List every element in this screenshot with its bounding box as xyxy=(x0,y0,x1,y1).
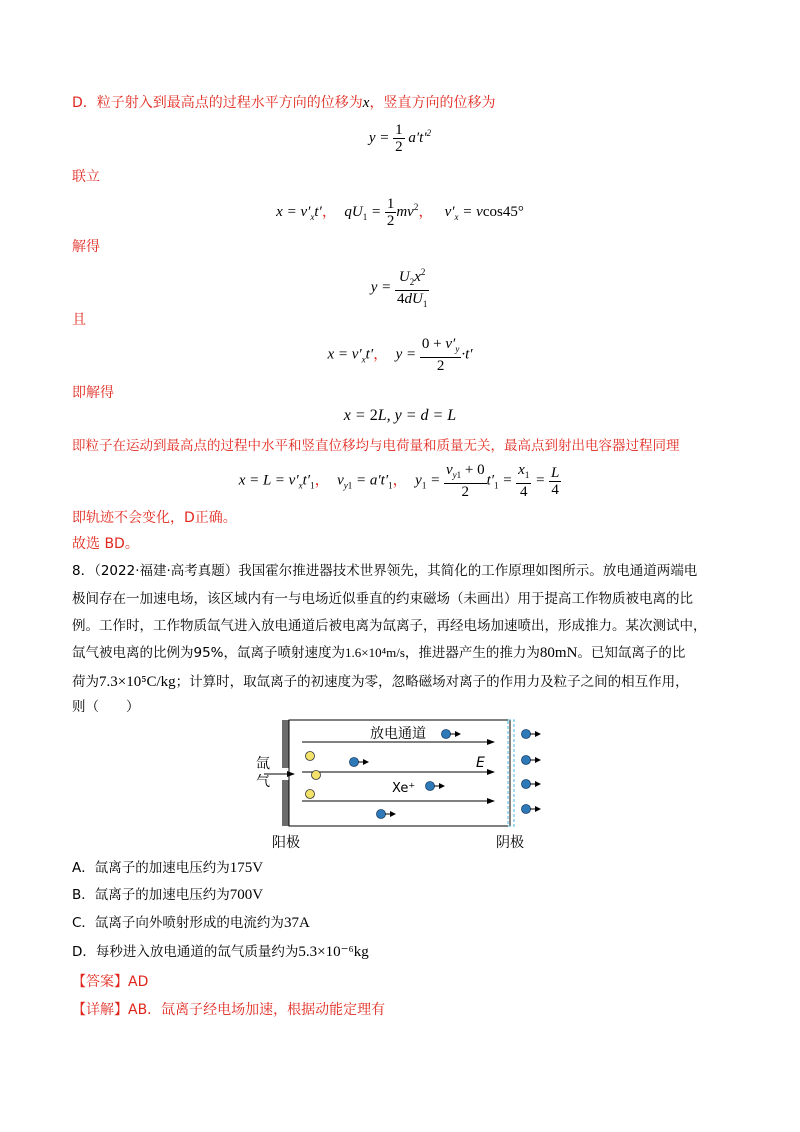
q4-text-b: ，推进器产生的推力为 xyxy=(404,645,540,661)
d-option-intro xyxy=(72,88,495,118)
q4-speed: 1.6×10⁴m/s xyxy=(345,645,405,660)
question-line-5 xyxy=(72,667,689,697)
xenon-ion xyxy=(442,730,461,739)
lianli-label: 联立 xyxy=(72,169,100,185)
question-line-4 xyxy=(72,638,685,668)
jiede-label: 解得 xyxy=(72,239,100,255)
answer-text: 【答案】AD xyxy=(72,974,149,990)
option-a-text: A．氙离子的加速电压约为 xyxy=(72,860,230,876)
question-line-2: 极间存在一加速电场，该区域内有一与电场近似垂直的约束磁场（未画出）用于提高工作物质被电离的比 xyxy=(72,591,693,607)
conclusion-text: 即粒子在运动到最高点的过程中水平和竖直位移均与电荷量和质量无关，最高点到射出电容器过程同理 xyxy=(72,438,680,454)
xenon-atom xyxy=(312,771,321,780)
formula-second-stage: $x = L = v'_xt'_1$， $v_{y1} = a't'_1$， $y_1$ = $\frac{v_{y1} + 0}{2}$ $t'_1$ = $\frac{x_1}{4}$ = $\frac{L}{4}$ xyxy=(238,462,560,500)
q5-text-a: 荷为 xyxy=(72,674,99,690)
option-a-value: 175V xyxy=(229,860,264,876)
anode-plate-top xyxy=(282,720,289,768)
ejected-ion xyxy=(522,756,541,765)
formula-y-solution: y = $\frac{U_2x^2}{4dU_1}$ xyxy=(0,264,800,312)
xenon-ion xyxy=(350,758,369,767)
gas-label-char-2: 气 xyxy=(256,774,270,790)
d-intro-text-b: ，竖直方向的位移为 xyxy=(369,95,496,111)
ejected-ion xyxy=(522,780,541,789)
formula-x-y: $x = v'_xt'$， y = $\frac{0 + v'_y}{2}$ ·t′ xyxy=(327,336,473,374)
option-d xyxy=(72,937,369,967)
cathode-grid xyxy=(508,720,514,826)
gas-label xyxy=(256,756,274,790)
question-line-6: 则（ ） xyxy=(72,699,140,715)
q4-text-a: 氙气被电离的比例为95%，氙离子喷射速度为 xyxy=(72,645,346,661)
choose-text: 故选 BD。 xyxy=(72,536,139,552)
q5-text-b: ；计算时，取氙离子的初速度为零，忽略磁场对离子的作用力及粒子之间的相互作用， xyxy=(175,674,689,690)
gas-label-char-1: 氙 xyxy=(256,756,270,772)
formula-y-half-at2: y = $\frac{1}{2}$ $a't'^2$ xyxy=(368,122,432,155)
option-b-value: 700V xyxy=(229,887,264,903)
d-intro-x: x xyxy=(362,95,370,111)
q4-text-c: 。已知氙离子的比 xyxy=(577,645,686,661)
ion-label: Xe⁺ xyxy=(392,781,416,796)
option-b-text: B．氙离子的加速电压约为 xyxy=(72,887,230,903)
ejected-ion xyxy=(522,805,541,814)
formula-system: $x = v'_xt'$， $qU_1$ = $\frac{1}{2}$ $mv^2$， $v'_x = vcos45^\circ$ xyxy=(276,196,524,229)
option-a xyxy=(72,853,263,883)
cathode-label: 阴极 xyxy=(496,835,524,851)
xenon-ion xyxy=(426,782,445,791)
field-label: E xyxy=(476,755,485,771)
ejected-ion xyxy=(522,730,541,739)
q5-ratio: 7.3×10⁵C/kg xyxy=(99,674,176,690)
d-intro-text-a: D．粒子射入到最高点的过程水平方向的位移为 xyxy=(72,95,363,111)
option-c-text: C．氙离子向外喷射形成的电流约为 xyxy=(72,915,284,931)
anode-plate-bottom xyxy=(282,780,289,826)
question-line-3: 例。工作时，工作物质氙气进入放电通道后被电离为氙离子，再经电场加速喷出，形成推力。某次测试中， xyxy=(72,618,707,634)
xenon-atom xyxy=(306,752,315,761)
option-d-text: D．每秒进入放电通道的氙气质量约为 xyxy=(72,944,299,960)
option-b xyxy=(72,880,263,910)
jijiede-label: 即解得 xyxy=(72,385,114,401)
qie-label: 且 xyxy=(72,312,86,328)
option-d-value: 5.3×10⁻⁶kg xyxy=(298,944,369,960)
channel-label: 放电通道 xyxy=(370,726,426,742)
xenon-atom xyxy=(306,790,315,799)
option-c xyxy=(72,908,310,938)
question-line-1: 8．（2022·福建·高考真题）我国霍尔推进器技术世界领先，其简化的工作原理如图所示。放电通道两端电 xyxy=(72,563,698,579)
hall-thruster-diagram xyxy=(250,716,560,854)
trajectory-text: 即轨迹不会变化，D正确。 xyxy=(72,510,237,526)
xenon-ion xyxy=(377,810,396,819)
formula-result: x = 2L, y = d = L xyxy=(343,407,457,424)
detail-text: 【详解】AB．氙离子经电场加速，根据动能定理有 xyxy=(72,1002,386,1018)
option-c-value: 37A xyxy=(283,915,310,931)
q4-force: 80mN xyxy=(539,645,578,661)
anode-label: 阳极 xyxy=(272,835,300,851)
